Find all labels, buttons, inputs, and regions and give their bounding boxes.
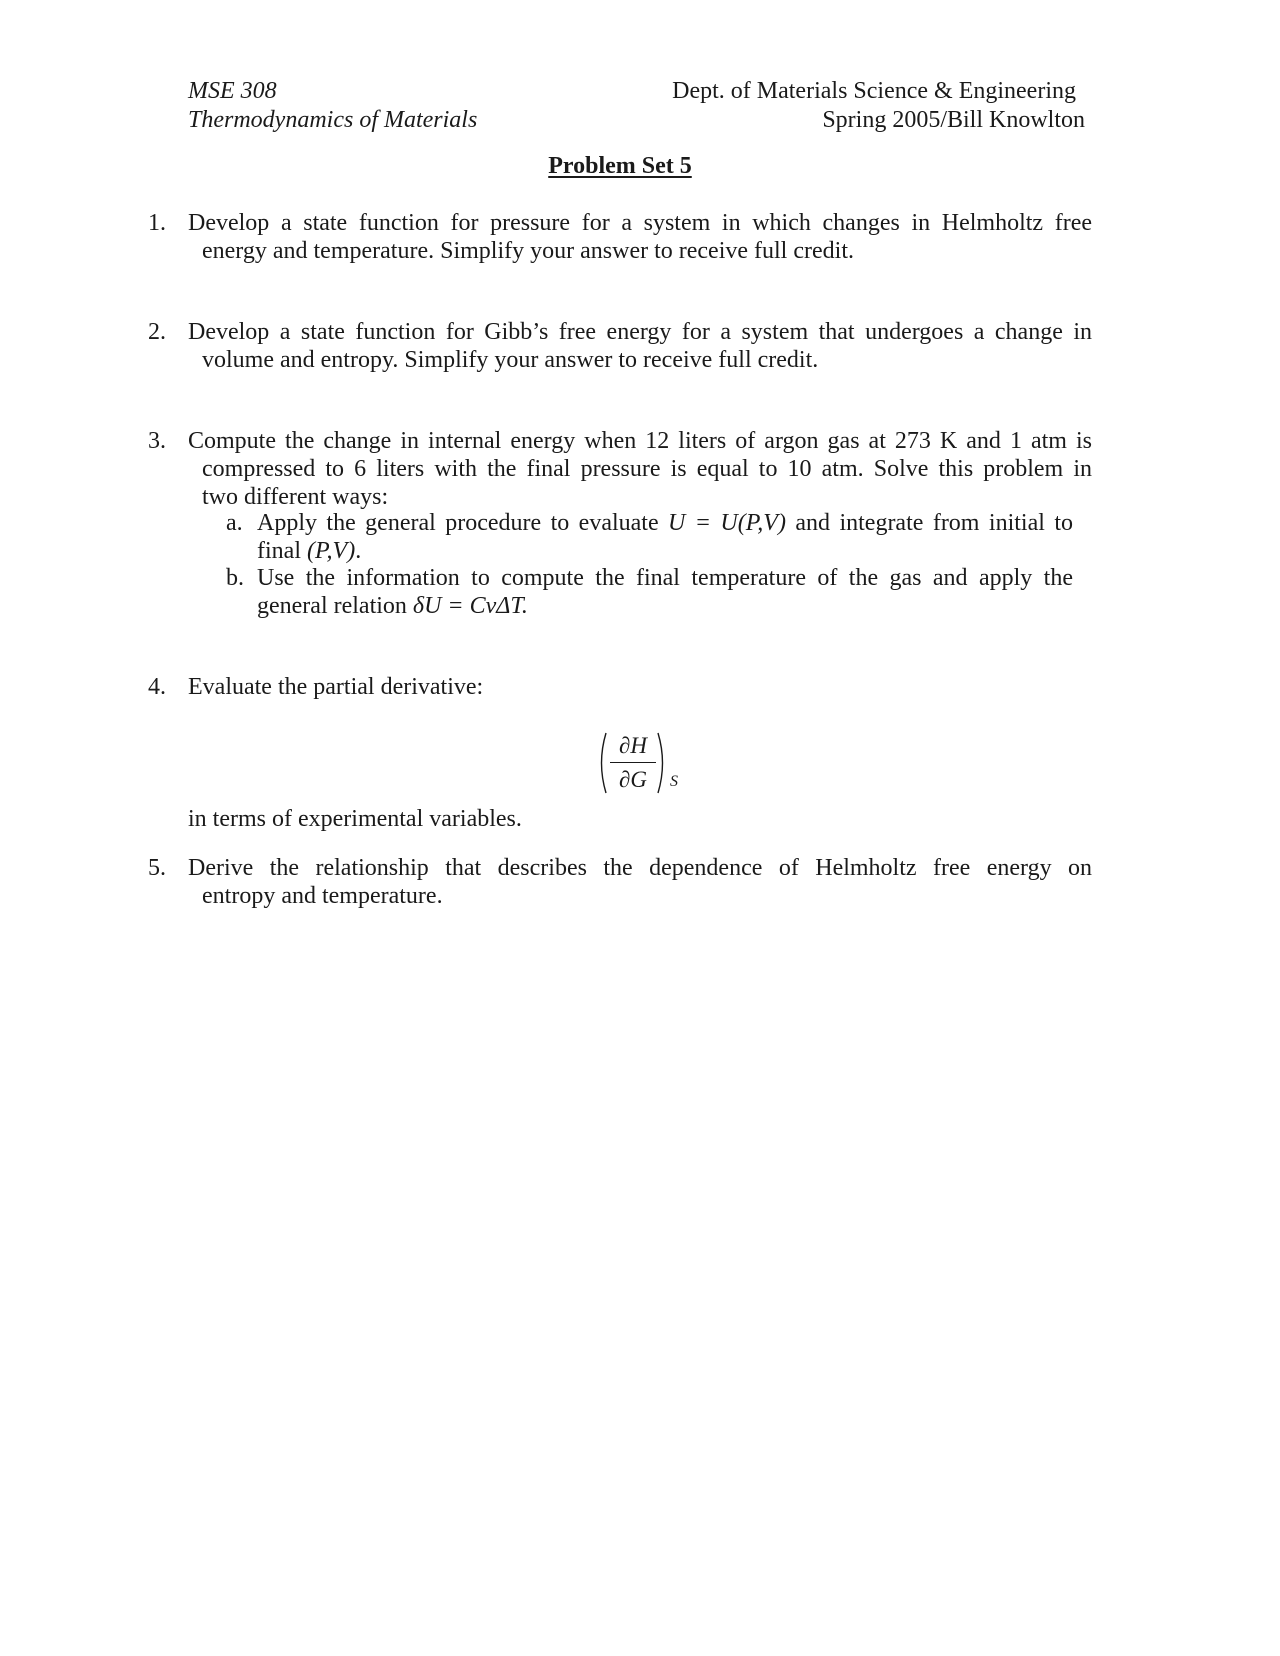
problem-text-line: Derive the relationship that describes the dependence of Helmholtz free energy on bbox=[188, 855, 1092, 881]
problem-1 bbox=[148, 209, 1092, 265]
subproblem-letter: b. bbox=[226, 565, 244, 591]
subproblem-text-line bbox=[257, 509, 1073, 537]
text-segment: final bbox=[257, 538, 307, 564]
course-code: MSE 308 bbox=[188, 78, 277, 104]
problem-text-line: volume and entropy. Simplify your answer to receive full credit. bbox=[202, 347, 819, 373]
subproblem-text-line bbox=[257, 592, 1073, 620]
problem-text-line: two different ways: bbox=[202, 484, 389, 510]
subproblem-text-line bbox=[257, 537, 1073, 565]
problem-text-line: Develop a state function for pressure for a system in which changes in Helmholtz free bbox=[188, 210, 1092, 236]
subproblem-3b bbox=[226, 564, 1073, 620]
problem-text-line: Compute the change in internal energy when 12 liters of argon gas at 273 K and 1 atm is bbox=[188, 428, 1092, 454]
fraction bbox=[610, 731, 656, 795]
problem-number: 3. bbox=[148, 428, 166, 454]
left-paren-icon bbox=[596, 731, 608, 795]
problem-number: 4. bbox=[148, 674, 166, 700]
problem-text-line: Evaluate the partial derivative: bbox=[188, 674, 484, 700]
problem-5 bbox=[148, 854, 1092, 910]
department-header bbox=[600, 77, 1085, 135]
department-name: Dept. of Materials Science & Engineering bbox=[672, 78, 1076, 104]
fraction-numerator: ∂H bbox=[619, 733, 647, 758]
problem-number: 5. bbox=[148, 855, 166, 881]
problem-3 bbox=[148, 427, 1092, 511]
text-segment: and integrate from initial to bbox=[785, 510, 1073, 536]
course-header bbox=[188, 77, 477, 135]
problem-4 bbox=[148, 673, 1092, 701]
math-expression: U = U(P,V) bbox=[668, 510, 786, 536]
text-segment: Apply the general procedure to evaluate bbox=[257, 510, 669, 536]
fraction-bar bbox=[610, 762, 656, 763]
text-segment: . bbox=[355, 538, 362, 564]
subproblem-text-line: Use the information to compute the final temperature of the gas and apply the bbox=[257, 565, 1073, 591]
problem-number: 1. bbox=[148, 210, 166, 236]
text-segment: general relation bbox=[257, 593, 413, 619]
problem-number: 2. bbox=[148, 319, 166, 345]
course-title: Thermodynamics of Materials bbox=[188, 107, 478, 133]
right-paren-icon bbox=[656, 731, 668, 795]
subproblem-letter: a. bbox=[226, 510, 243, 536]
page-title: Problem Set 5 bbox=[548, 153, 692, 179]
derivative-subscript: S bbox=[670, 773, 678, 790]
problem-4-trailing-text: in terms of experimental variables. bbox=[188, 806, 522, 832]
fraction-denominator: ∂G bbox=[619, 767, 647, 792]
partial-derivative-expression bbox=[596, 731, 692, 799]
problem-text-line: Develop a state function for Gibb’s free energy for a system that undergoes a change in bbox=[188, 319, 1092, 345]
problem-text-line: entropy and temperature. bbox=[202, 883, 443, 909]
term-instructor: Spring 2005/Bill Knowlton bbox=[822, 107, 1085, 133]
math-expression: (P,V) bbox=[306, 538, 356, 564]
problem-text-line: compressed to 6 liters with the final pressure is equal to 10 atm. Solve this problem in bbox=[202, 456, 1092, 482]
math-expression: δU = CvΔT. bbox=[412, 593, 528, 619]
problem-text-line: energy and temperature. Simplify your answer to receive full credit. bbox=[202, 238, 854, 264]
subproblem-3a bbox=[226, 509, 1073, 565]
problem-2 bbox=[148, 318, 1092, 374]
